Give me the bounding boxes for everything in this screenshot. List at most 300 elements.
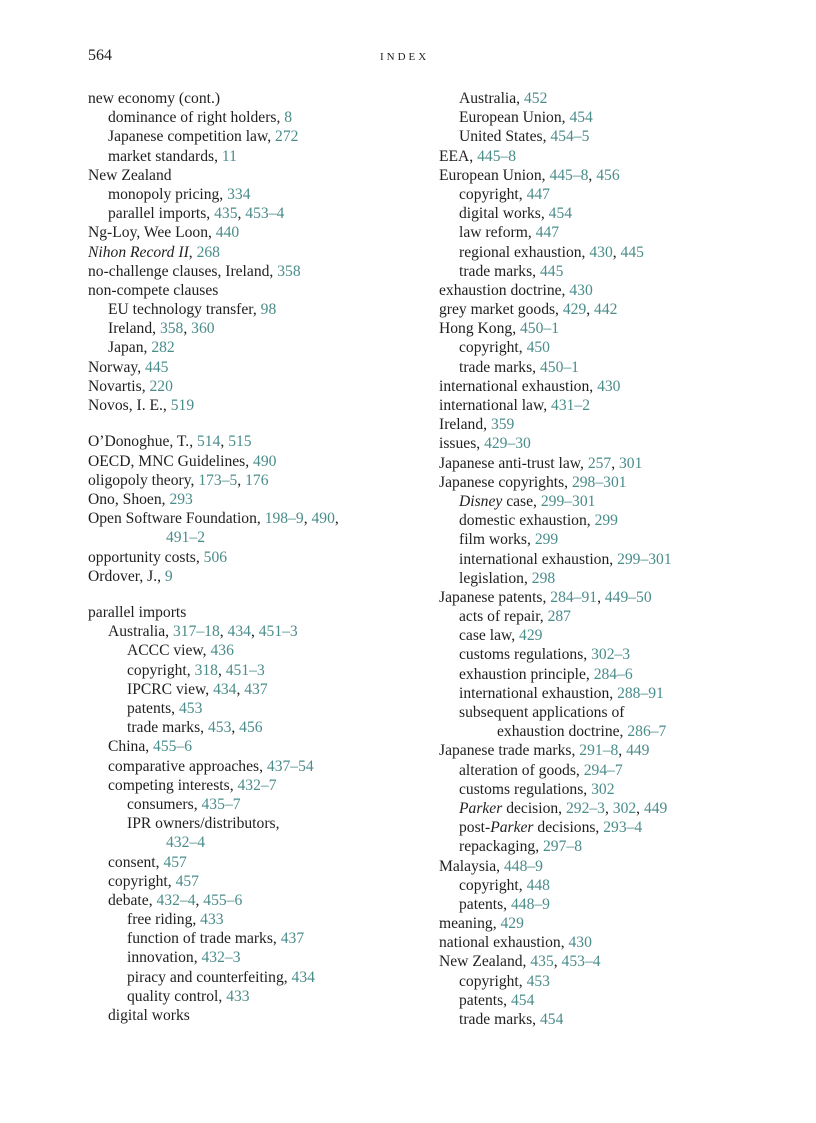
entry-text: new economy (cont.) [88, 90, 221, 107]
index-heading [439, 415, 779, 434]
page-reference: 293 [169, 490, 193, 508]
entry-text: Japanese patents, [439, 588, 551, 606]
index-heading [88, 603, 428, 622]
index-subentry [88, 300, 428, 319]
page-reference: 291–8 [579, 742, 619, 760]
entry-text: IPCRC view, [127, 680, 214, 698]
index-heading [88, 471, 428, 490]
index-subentry [88, 718, 428, 737]
page-reference: 435 [214, 205, 238, 223]
entry-text: meaning, [439, 915, 501, 933]
index-subentry [439, 837, 779, 856]
index-subentry [88, 891, 428, 910]
page-reference: 298 [531, 569, 556, 587]
index-subentry [88, 661, 428, 680]
page-reference: 299 [594, 512, 618, 530]
page-reference: 429 [500, 915, 524, 933]
entry-text: no-challenge clauses, Ireland, [88, 262, 278, 280]
index-subentry [88, 757, 428, 776]
page-reference: 452 [523, 90, 548, 107]
index-heading [88, 89, 428, 108]
page-reference: 198–9 [264, 510, 304, 528]
italic-term: Parker [459, 799, 503, 817]
index-subentry [439, 991, 779, 1010]
page-reference: 451–3 [258, 623, 298, 641]
entry-text: domestic exhaustion, [459, 512, 595, 530]
entry-text: EU technology transfer, [108, 301, 261, 319]
page-reference: 451–3 [225, 661, 265, 679]
index-subentry [88, 853, 428, 872]
entry-text: , [220, 433, 229, 451]
page-reference: 449–50 [604, 588, 652, 606]
page-reference: 334 [227, 185, 251, 203]
entry-text: Open Software Foundation, [88, 510, 265, 528]
entry-text: , [219, 623, 228, 641]
page-reference: 358 [159, 320, 184, 338]
entry-text: , [250, 623, 259, 641]
page-reference: 454 [569, 109, 593, 127]
entry-text: , [237, 205, 246, 223]
page-reference: 268 [196, 243, 220, 261]
entry-text: dominance of right holders, [108, 109, 285, 127]
index-heading [439, 454, 779, 473]
entry-text: trade marks, [127, 719, 208, 737]
entry-text: market standards, [108, 147, 222, 165]
index-subentry [439, 626, 779, 645]
index-subentry [439, 665, 779, 684]
page-reference: 286–7 [627, 723, 667, 741]
entry-text: consent, [108, 853, 164, 871]
index-subentry [439, 223, 779, 242]
entry-text: consumers, [127, 795, 202, 813]
entry-text: , [604, 799, 613, 817]
entry-text: exhaustion doctrine, [497, 723, 628, 741]
entry-text: trade marks, [459, 358, 540, 376]
page-reference: 292–3 [565, 799, 605, 817]
page-reference: 432–7 [237, 776, 277, 794]
entry-text: copyright, [108, 872, 176, 890]
index-subentry [88, 185, 428, 204]
index-subentry [439, 780, 779, 799]
index-subentry [439, 972, 779, 991]
entry-text: digital works, [459, 205, 549, 223]
entry-text: , [231, 719, 240, 737]
index-subentry [439, 799, 779, 818]
index-subentry [88, 987, 428, 1006]
entry-text: customs regulations, [459, 780, 592, 798]
page-reference: 456 [596, 166, 620, 184]
page-reference: 430 [589, 243, 613, 261]
page-reference: 294–7 [583, 761, 623, 779]
entry-text: decision, [502, 799, 566, 817]
entry-text: comparative approaches, [108, 757, 267, 775]
page-reference: 11 [221, 147, 237, 165]
page-reference: 437 [244, 680, 268, 698]
index-heading [439, 300, 779, 319]
page-reference: 514 [197, 433, 221, 451]
page-reference: 448–9 [510, 895, 550, 913]
page-reference: 435–7 [201, 795, 241, 813]
index-subentry [88, 948, 428, 967]
entry-text: , [237, 471, 246, 489]
entry-text: , [553, 953, 562, 971]
entry-text: EEA, [439, 147, 478, 165]
page-reference: 491–2 [166, 529, 205, 547]
index-heading [439, 319, 779, 338]
page-reference: 455–6 [153, 738, 193, 756]
index-subentry [439, 876, 779, 895]
entry-text: exhaustion principle, [459, 665, 594, 683]
index-heading [439, 396, 779, 415]
index-subentry [439, 358, 779, 377]
entry-text: Australia, [108, 623, 173, 641]
entry-text: case law, [459, 627, 520, 645]
italic-term: Parker [490, 819, 534, 837]
page-reference: 298–301 [571, 473, 627, 491]
index-subentry [88, 833, 428, 852]
page-reference: 433 [226, 987, 250, 1005]
entry-text: United States, [459, 128, 551, 146]
page-reference: 519 [170, 397, 195, 414]
index-heading [88, 223, 428, 242]
index-subentry [88, 795, 428, 814]
page-reference: 429 [562, 301, 587, 319]
index-heading [439, 166, 779, 185]
page-reference: 432–3 [201, 949, 241, 967]
index-subentry [439, 204, 779, 223]
entry-text: Ordover, J., [88, 567, 165, 585]
running-header [88, 47, 728, 69]
index-subentry [88, 872, 428, 891]
entry-text: , [195, 891, 204, 909]
index-subentry [439, 684, 779, 703]
section-gap [88, 586, 428, 603]
entry-text: grey market goods, [439, 301, 563, 319]
entry-text: , [303, 510, 312, 528]
entry-text: copyright, [459, 185, 527, 203]
page-reference: 302 [591, 780, 615, 798]
entry-text: , [588, 166, 597, 184]
index-heading [439, 588, 779, 607]
index-heading [439, 281, 779, 300]
page-reference: 430 [568, 934, 592, 952]
entry-text: , [183, 320, 192, 338]
entry-text: China, [108, 738, 154, 756]
entry-text: issues, [439, 435, 485, 453]
entry-text: Japanese copyrights, [439, 473, 572, 491]
entry-text: patents, [459, 991, 511, 1009]
index-heading [439, 434, 779, 453]
entry-text: international exhaustion, [459, 550, 618, 568]
entry-text: OECD, MNC Guidelines, [88, 452, 254, 470]
page-reference: 8 [284, 109, 293, 127]
index-subentry [88, 319, 428, 338]
page-reference: 445–8 [549, 166, 589, 184]
page-reference: 449 [643, 799, 668, 817]
page-reference: 98 [260, 301, 277, 319]
page-reference: 453–4 [245, 205, 285, 223]
index-heading [439, 741, 779, 760]
entry-text: quality control, [127, 987, 227, 1005]
entry-text: oligopoly theory, [88, 471, 199, 489]
page-number: 564 [88, 47, 112, 64]
index-subentry [88, 338, 428, 357]
page-reference: 455–6 [203, 891, 243, 909]
entry-text: digital works [108, 1007, 190, 1024]
entry-text: parallel imports, [108, 205, 215, 223]
index-subentry [439, 511, 779, 530]
entry-text: trade marks, [459, 262, 540, 280]
entry-text: debate, [108, 891, 157, 909]
entry-text: monopoly pricing, [108, 185, 228, 203]
page-reference: 284–6 [593, 665, 633, 683]
page-reference: 430 [569, 281, 593, 299]
index-subentry [439, 243, 779, 262]
page-reference: 284–91 [550, 588, 598, 606]
page-reference: 301 [619, 454, 643, 472]
page-reference: 432–4 [156, 891, 196, 909]
index-heading [88, 452, 428, 471]
index-heading [88, 243, 428, 262]
entry-text: case, [502, 492, 541, 510]
page-reference: 299 [534, 531, 559, 549]
entry-text: exhaustion doctrine, [439, 281, 570, 299]
entry-text: acts of repair, [459, 608, 548, 626]
index-subentry [88, 968, 428, 987]
page-reference: 453 [178, 700, 203, 717]
index-heading [88, 281, 428, 300]
entry-text: subsequent applications of [459, 704, 625, 721]
index-heading [439, 473, 779, 492]
entry-text: Japanese competition law, [108, 128, 276, 146]
entry-text: , [334, 510, 339, 528]
page-reference: 317–18 [172, 623, 220, 641]
page-reference: 429–30 [484, 435, 531, 453]
page-reference: 437–54 [266, 757, 314, 775]
index-heading [88, 509, 428, 528]
index-subentry [439, 108, 779, 127]
page-reference: 359 [490, 416, 515, 434]
page-reference: 287 [547, 608, 571, 626]
page-reference: 432–4 [166, 834, 205, 852]
entry-text: national exhaustion, [439, 934, 569, 952]
index-subentry [439, 569, 779, 588]
index-subentry [439, 89, 779, 108]
page-reference: 173–5 [198, 471, 238, 489]
page-reference: 445–8 [477, 147, 517, 165]
entry-text: , [188, 243, 197, 261]
entry-text: Novos, I. E., [88, 397, 171, 414]
page-reference: 436 [210, 642, 234, 660]
index-subentry [88, 929, 428, 948]
index-subentry [439, 722, 779, 741]
index-subentry [88, 127, 428, 146]
entry-text: Ireland, [108, 320, 160, 338]
entry-text: innovation, [127, 949, 202, 967]
entry-text: , [636, 799, 644, 817]
entry-text: Australia, [459, 90, 524, 107]
page-reference: 430 [597, 377, 621, 395]
page-reference: 299–301 [617, 550, 672, 568]
index-subentry [88, 528, 428, 547]
page-reference: 506 [203, 548, 228, 566]
entry-text: law reform, [459, 224, 536, 242]
page-reference: 454 [548, 205, 573, 223]
page-reference: 434 [291, 968, 315, 986]
entry-text: patents, [459, 895, 511, 913]
entry-text: European Union, [459, 109, 570, 127]
index-heading [439, 933, 779, 952]
page-reference: 442 [594, 301, 618, 319]
entry-text: decisions, [533, 819, 604, 837]
page-reference: 515 [228, 433, 252, 451]
page-reference: 450–1 [520, 320, 559, 338]
page-reference: 440 [215, 224, 240, 242]
index-heading [88, 567, 428, 586]
entry-text: Ono, Shoen, [88, 490, 170, 508]
entry-text: film works, [459, 531, 535, 549]
index-subentry [88, 737, 428, 756]
index-subentry [88, 814, 428, 833]
page-reference: 445 [145, 358, 169, 376]
page-reference: 453 [207, 719, 232, 737]
page-reference: 302 [612, 799, 637, 817]
index-column-right [439, 89, 779, 1029]
index-subentry [88, 680, 428, 699]
page-reference: 302–3 [591, 646, 631, 664]
index-heading [88, 396, 428, 415]
page-reference: 434 [213, 680, 237, 698]
entry-text: ACCC view, [127, 642, 211, 660]
index-subentry [439, 761, 779, 780]
page-reference: 490 [311, 510, 335, 528]
page-reference: 431–2 [551, 397, 590, 414]
entry-text: repackaging, [459, 838, 543, 856]
index-subentry [439, 550, 779, 569]
entry-text: Hong Kong, [439, 320, 520, 338]
index-subentry [439, 1010, 779, 1029]
page-reference: 433 [200, 911, 224, 929]
page-reference: 272 [275, 128, 299, 146]
index-subentry [88, 204, 428, 223]
entry-text: function of trade marks, [127, 930, 281, 948]
entry-text: international exhaustion, [459, 684, 618, 702]
entry-text: European Union, [439, 166, 550, 184]
index-heading [439, 377, 779, 396]
index-heading [88, 548, 428, 567]
page-reference: 457 [163, 853, 187, 871]
entry-text: Ng-Loy, Wee Loon, [88, 224, 216, 242]
index-subentry [88, 1006, 428, 1025]
page-reference: 434 [227, 623, 251, 641]
page-reference: 454 [539, 1011, 564, 1028]
index-subentry [88, 622, 428, 641]
page-reference: 445 [620, 243, 644, 261]
entry-text: copyright, [459, 876, 527, 894]
entry-text: , [612, 243, 621, 261]
page-reference: 9 [164, 567, 173, 585]
running-head-title: INDEX [380, 51, 430, 63]
page-reference: 435 [530, 953, 554, 971]
entry-text: legislation, [459, 569, 532, 587]
entry-text: Japanese trade marks, [439, 742, 580, 760]
entry-text: international law, [439, 397, 552, 414]
page-reference: 447 [526, 185, 550, 203]
entry-text: non-compete clauses [88, 281, 219, 299]
entry-text: trade marks, [459, 1011, 540, 1028]
index-subentry [439, 127, 779, 146]
entry-text: customs regulations, [459, 646, 592, 664]
page-reference: 257 [587, 454, 612, 472]
italic-term: Nihon Record II [88, 243, 189, 261]
entry-text: , [611, 454, 619, 472]
index-subentry [439, 703, 779, 722]
page-reference: 176 [245, 471, 269, 489]
index-subentry [439, 185, 779, 204]
index-subentry [439, 530, 779, 549]
page-reference: 450–1 [539, 358, 579, 376]
index-heading [439, 952, 779, 971]
italic-term: Disney [459, 492, 503, 510]
entry-text: , [597, 588, 605, 606]
entry-text: parallel imports [88, 604, 187, 622]
entry-text: Japanese anti-trust law, [439, 454, 588, 472]
page-reference: 318 [194, 661, 218, 679]
entry-text: , [618, 742, 627, 760]
page-reference: 288–91 [617, 684, 664, 702]
page-reference: 447 [535, 224, 560, 242]
index-subentry [439, 607, 779, 626]
entry-text: patents, [127, 700, 179, 717]
page-reference: 448–9 [503, 857, 543, 875]
entry-text: international exhaustion, [439, 377, 598, 395]
index-subentry [88, 641, 428, 660]
index-subentry [439, 492, 779, 511]
entry-text: Novartis, [88, 377, 150, 395]
page-reference: 360 [191, 320, 215, 338]
index-heading [88, 490, 428, 509]
index-subentry [88, 910, 428, 929]
page-reference: 282 [151, 339, 175, 357]
entry-text: New Zealand, [439, 953, 531, 971]
page-reference: 297–8 [543, 838, 582, 856]
entry-text: regional exhaustion, [459, 243, 590, 261]
page-reference: 453 [526, 972, 550, 990]
entry-text: copyright, [459, 339, 527, 357]
page-reference: 453–4 [561, 953, 601, 971]
index-heading [439, 857, 779, 876]
page-reference: 490 [253, 452, 277, 470]
index-subentry [88, 699, 428, 718]
index-heading [88, 377, 428, 396]
index-heading [88, 432, 428, 451]
entry-text: O’Donoghue, T., [88, 433, 197, 451]
entry-text: , [586, 301, 595, 319]
entry-text: , [236, 680, 245, 698]
page-reference: 450 [526, 339, 550, 357]
index-subentry [439, 645, 779, 664]
page-reference: 445 [539, 262, 564, 280]
page-reference: 429 [519, 627, 543, 645]
page-reference: 456 [239, 719, 263, 737]
entry-text: , [217, 661, 226, 679]
entry-text: alteration of goods, [459, 761, 584, 779]
entry-text: piracy and counterfeiting, [127, 968, 292, 986]
index-heading [88, 166, 428, 185]
entry-text: IPR owners/distributors, [127, 815, 280, 833]
page-reference: 358 [277, 262, 301, 280]
entry-text: free riding, [127, 911, 201, 929]
